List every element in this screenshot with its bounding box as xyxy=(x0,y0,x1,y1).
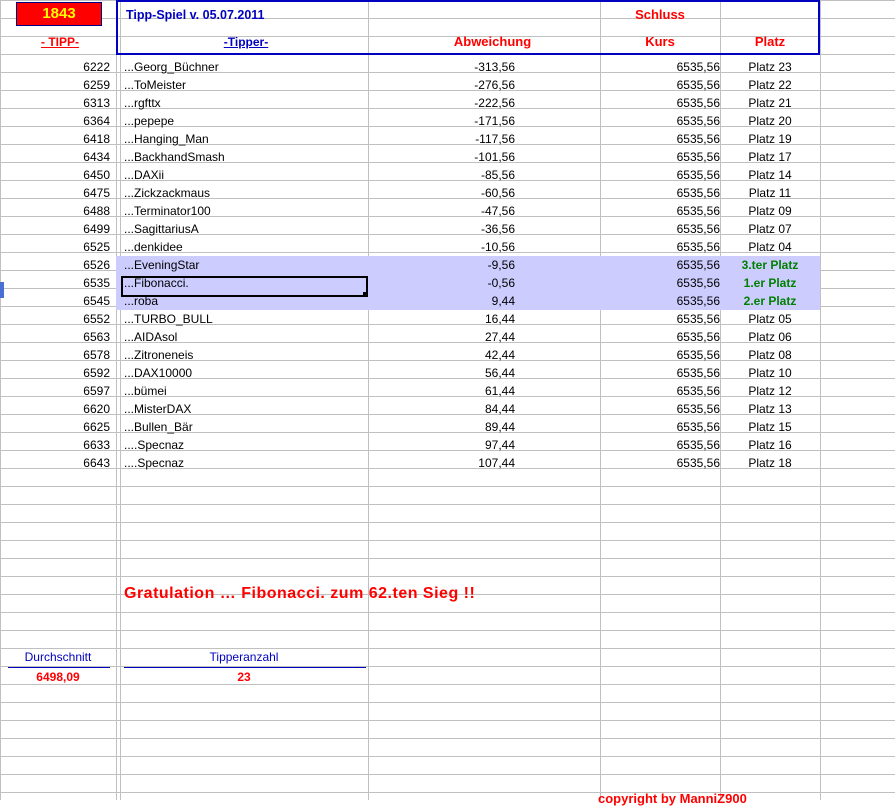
table-row[interactable] xyxy=(0,184,895,202)
cell-tipp: 6578 xyxy=(83,348,110,362)
cell-tipper-name: ...DAX10000 xyxy=(124,366,193,380)
table-row[interactable] xyxy=(0,274,895,292)
table-row[interactable] xyxy=(0,112,895,130)
column-header-kurs: Kurs xyxy=(645,34,675,49)
grid-row-line xyxy=(0,738,895,739)
cell-tipper-name: ...Bullen_Bär xyxy=(124,420,193,434)
grid-row-line xyxy=(0,702,895,703)
cell-tipp: 6418 xyxy=(83,132,110,146)
cell-platz: Platz 22 xyxy=(748,78,792,92)
cell-tipper-name: ...denkidee xyxy=(124,240,183,254)
grid-row-line xyxy=(0,522,895,523)
cell-kurs: 6535,56 xyxy=(676,78,720,92)
cell-abweichung: 27,44 xyxy=(484,330,515,344)
cell-tipp: 6620 xyxy=(83,402,110,416)
cell-platz: Platz 20 xyxy=(748,114,792,128)
cell-abweichung: -0,56 xyxy=(487,276,515,290)
grid-row-line xyxy=(0,558,895,559)
cell-tipp: 6643 xyxy=(83,456,110,470)
cell-tipper-name: ...Zickzackmaus xyxy=(124,186,211,200)
cell-tipper-name: ...Terminator100 xyxy=(124,204,211,218)
fill-handle[interactable] xyxy=(363,292,368,297)
table-row[interactable] xyxy=(0,238,895,256)
cell-platz: Platz 07 xyxy=(748,222,792,236)
cell-tipp: 6552 xyxy=(83,312,110,326)
cell-kurs: 6535,56 xyxy=(676,348,720,362)
cell-kurs: 6535,56 xyxy=(676,240,720,254)
cell-tipp: 6526 xyxy=(83,258,110,272)
table-row[interactable] xyxy=(0,310,895,328)
cell-abweichung: -313,56 xyxy=(474,60,515,74)
cell-tipp: 6625 xyxy=(83,420,110,434)
copyright-text: copyright by ManniZ900 xyxy=(598,791,747,806)
cell-tipp: 6434 xyxy=(83,150,110,164)
table-row[interactable] xyxy=(0,166,895,184)
cell-tipp: 6633 xyxy=(83,438,110,452)
grid-row-line xyxy=(0,630,895,631)
grid-row-line xyxy=(0,540,895,541)
cell-tipp: 6259 xyxy=(83,78,110,92)
cell-platz: Platz 11 xyxy=(748,186,792,200)
cell-tipp: 6563 xyxy=(83,330,110,344)
cell-tipper-name: ...Zitroneneis xyxy=(124,348,194,362)
table-row[interactable] xyxy=(0,58,895,76)
cell-kurs: 6535,56 xyxy=(676,204,720,218)
column-header-tipper: -Tipper- xyxy=(223,35,269,49)
grid-row-line xyxy=(0,792,895,793)
cell-tipper-name: ...roba xyxy=(124,294,159,308)
game-number-box xyxy=(16,2,102,26)
table-row[interactable] xyxy=(0,220,895,238)
cell-abweichung: -85,56 xyxy=(480,168,515,182)
cell-tipper-name: ...AIDAsol xyxy=(124,330,178,344)
durchschnitt-label: Durchschnitt xyxy=(24,650,92,664)
cell-tipper-name: ...DAXii xyxy=(124,168,165,182)
cell-abweichung: -47,56 xyxy=(480,204,515,218)
cell-kurs: 6535,56 xyxy=(676,420,720,434)
table-row[interactable] xyxy=(0,202,895,220)
cell-tipper-name: ...rgfttx xyxy=(124,96,161,110)
cell-platz: Platz 14 xyxy=(748,168,792,182)
cell-tipper-name: ...MisterDAX xyxy=(124,402,192,416)
cell-tipper-name: ...Georg_Büchner xyxy=(124,60,219,74)
cell-kurs: 6535,56 xyxy=(676,402,720,416)
cell-kurs: 6535,56 xyxy=(676,96,720,110)
cell-tipper-name: ...TURBO_BULL xyxy=(124,312,213,326)
cell-abweichung: 84,44 xyxy=(484,402,515,416)
table-row[interactable] xyxy=(0,382,895,400)
header-schluss: Schluss xyxy=(635,7,685,22)
table-row[interactable] xyxy=(0,328,895,346)
cell-kurs: 6535,56 xyxy=(676,294,720,308)
cell-platz: Platz 05 xyxy=(748,312,792,326)
cell-kurs: 6535,56 xyxy=(676,168,720,182)
cell-tipper-name: ....Specnaz xyxy=(124,456,185,470)
cell-platz: Platz 08 xyxy=(748,348,792,362)
cell-kurs: 6535,56 xyxy=(676,150,720,164)
cell-tipp: 6535 xyxy=(83,276,110,290)
game-number: 1843 xyxy=(42,5,76,22)
cell-abweichung: -117,56 xyxy=(475,132,515,146)
cell-abweichung: 61,44 xyxy=(484,384,515,398)
column-header-tipp: - TIPP- xyxy=(41,35,79,49)
tipperanzahl-value: 23 xyxy=(237,670,251,684)
cell-tipp: 6475 xyxy=(83,186,110,200)
cell-tipper-name: ...ToMeister xyxy=(124,78,187,92)
cell-kurs: 6535,56 xyxy=(676,384,720,398)
cell-platz: Platz 04 xyxy=(748,240,792,254)
cell-tipp: 6450 xyxy=(83,168,110,182)
cell-kurs: 6535,56 xyxy=(676,222,720,236)
cell-tipper-name: ....Specnaz xyxy=(124,438,185,452)
durchschnitt-value: 6498,09 xyxy=(36,670,80,684)
cell-platz: 2.er Platz xyxy=(743,294,797,308)
table-row[interactable] xyxy=(0,130,895,148)
cell-kurs: 6535,56 xyxy=(676,258,720,272)
table-row[interactable] xyxy=(0,418,895,436)
cell-tipp: 6488 xyxy=(83,204,110,218)
column-header-platz: Platz xyxy=(754,34,786,49)
cell-kurs: 6535,56 xyxy=(676,114,720,128)
cell-kurs: 6535,56 xyxy=(676,366,720,380)
page-title: Tipp-Spiel v. 05.07.2011 xyxy=(126,8,265,22)
cell-platz: Platz 15 xyxy=(748,420,792,434)
cell-platz: Platz 23 xyxy=(748,60,792,74)
cell-abweichung: -171,56 xyxy=(474,114,515,128)
grid-row-line xyxy=(0,774,895,775)
table-row[interactable] xyxy=(0,454,895,472)
cell-tipper-name: ...BackhandSmash xyxy=(124,150,225,164)
cell-kurs: 6535,56 xyxy=(676,456,720,470)
cell-kurs: 6535,56 xyxy=(676,330,720,344)
grid-row-line xyxy=(0,756,895,757)
cell-platz: Platz 13 xyxy=(748,402,792,416)
cell-abweichung: 97,44 xyxy=(484,438,515,452)
cell-kurs: 6535,56 xyxy=(676,438,720,452)
grid-row-line xyxy=(0,720,895,721)
table-row[interactable] xyxy=(0,148,895,166)
row-selection-marker xyxy=(0,282,4,298)
cell-kurs: 6535,56 xyxy=(676,186,720,200)
cell-tipp: 6313 xyxy=(83,96,110,110)
cell-abweichung: -60,56 xyxy=(480,186,515,200)
cell-tipper-name: ...bümei xyxy=(124,384,167,398)
table-row[interactable] xyxy=(0,76,895,94)
column-header-abweichung: Abweichung xyxy=(453,34,532,49)
cell-abweichung: 56,44 xyxy=(484,366,515,380)
cell-platz: 1.er Platz xyxy=(743,276,797,290)
cell-abweichung: -36,56 xyxy=(480,222,515,236)
table-row[interactable] xyxy=(0,256,895,274)
table-row[interactable] xyxy=(0,94,895,112)
cell-platz: Platz 16 xyxy=(748,438,792,452)
cell-abweichung: 42,44 xyxy=(484,348,515,362)
cell-tipper-name: ...EveningStar xyxy=(124,258,200,272)
cell-platz: Platz 06 xyxy=(748,330,792,344)
cell-tipp: 6222 xyxy=(83,60,110,74)
gratulation-text: Gratulation … Fibonacci. zum 62.ten Sieg !! xyxy=(124,585,476,602)
cell-platz: Platz 19 xyxy=(748,132,792,146)
cell-abweichung: -222,56 xyxy=(474,96,515,110)
grid-row-line xyxy=(0,612,895,613)
cell-platz: Platz 17 xyxy=(748,150,792,164)
cell-abweichung: -9,56 xyxy=(487,258,515,272)
table-row[interactable] xyxy=(0,436,895,454)
cell-kurs: 6535,56 xyxy=(676,132,720,146)
cell-abweichung: -101,56 xyxy=(474,150,515,164)
cell-tipp: 6592 xyxy=(83,366,110,380)
cell-tipp: 6597 xyxy=(83,384,110,398)
cell-kurs: 6535,56 xyxy=(676,276,720,290)
table-row[interactable] xyxy=(0,346,895,364)
cell-abweichung: -10,56 xyxy=(480,240,515,254)
cell-platz: Platz 09 xyxy=(748,204,792,218)
cell-tipper-name: ...pepepe xyxy=(124,114,175,128)
grid-row-line xyxy=(0,576,895,577)
cell-tipper-name: ...Fibonacci. xyxy=(124,276,189,290)
cell-abweichung: 9,44 xyxy=(491,294,515,308)
cell-kurs: 6535,56 xyxy=(676,60,720,74)
tipperanzahl-label: Tipperanzahl xyxy=(209,650,279,664)
cell-tipper-name: ...SagittariusA xyxy=(124,222,199,236)
table-row[interactable] xyxy=(0,400,895,418)
grid-row-line xyxy=(0,504,895,505)
cell-platz: Platz 21 xyxy=(748,96,792,110)
cell-abweichung: 107,44 xyxy=(478,456,515,470)
cell-tipp: 6364 xyxy=(83,114,110,128)
cell-platz: Platz 10 xyxy=(748,366,792,380)
cell-platz: 3.ter Platz xyxy=(741,258,799,272)
cell-abweichung: 89,44 xyxy=(484,420,515,434)
table-row[interactable] xyxy=(0,364,895,382)
cell-tipper-name: ...Hanging_Man xyxy=(124,132,209,146)
cell-tipp: 6545 xyxy=(83,294,110,308)
table-row[interactable] xyxy=(0,292,895,310)
cell-kurs: 6535,56 xyxy=(676,312,720,326)
cell-tipp: 6499 xyxy=(83,222,110,236)
cell-abweichung: 16,44 xyxy=(484,312,515,326)
cell-platz: Platz 18 xyxy=(748,456,792,470)
grid-row-line xyxy=(0,486,895,487)
cell-tipp: 6525 xyxy=(83,240,110,254)
cell-abweichung: -276,56 xyxy=(474,78,515,92)
cell-platz: Platz 12 xyxy=(748,384,792,398)
